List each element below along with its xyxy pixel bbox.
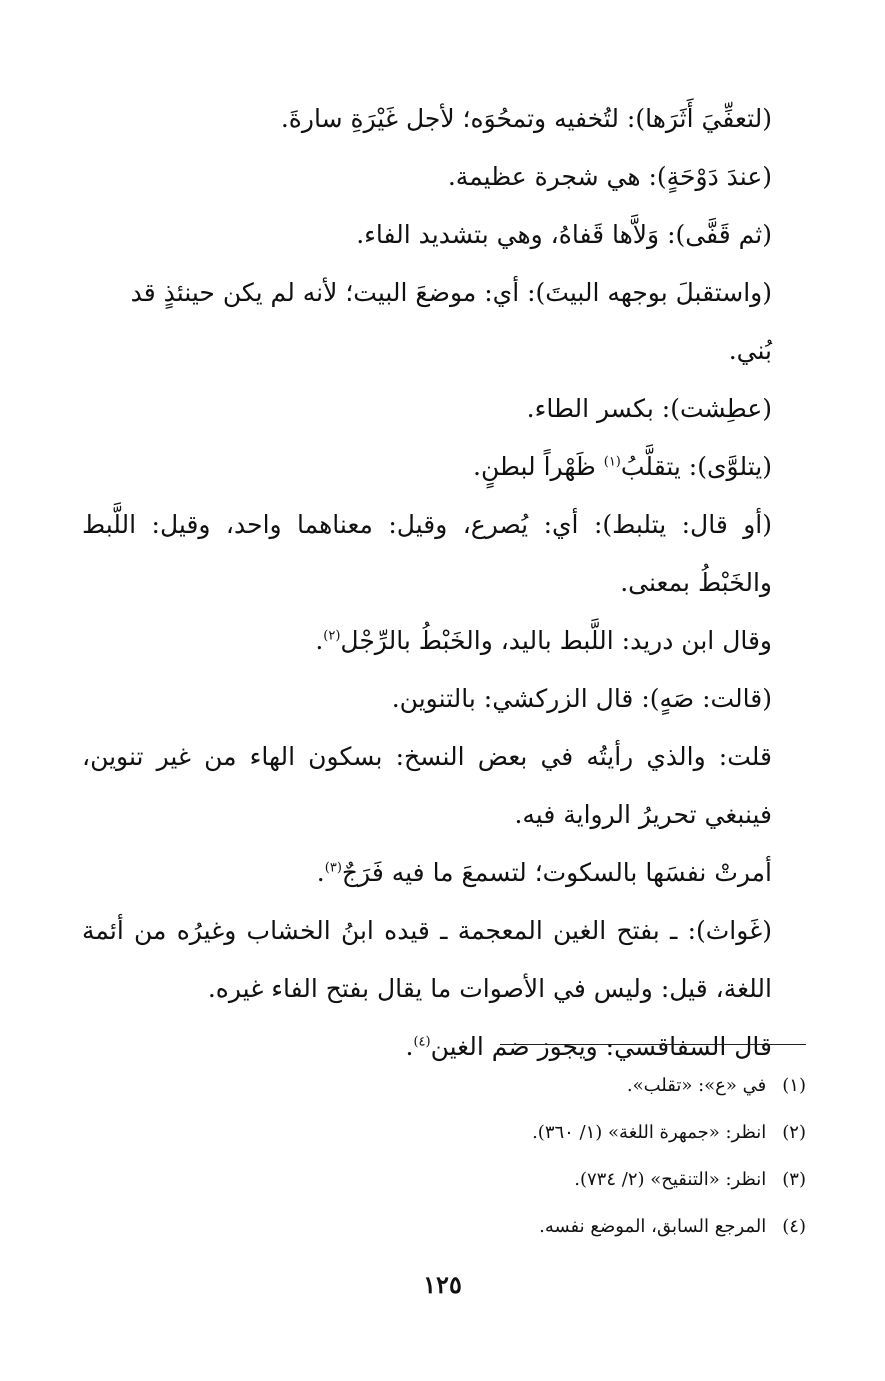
- footnotes: [82, 1062, 806, 1250]
- paragraph-text: (يتلوَّى): يتقلَّبُ: [620, 452, 772, 481]
- paragraph-text: وقال ابن دريد: اللَّبط باليد، والخَبْطُ بالرِّجْل: [340, 626, 772, 655]
- footnote-text: المرجع السابق، الموضع نفسه.: [539, 1216, 767, 1237]
- footnote-number: (٣): [782, 1169, 806, 1190]
- paragraph: (غَواث): ـ بفتح الغين المعجمة ـ قيده ابنُ الخشاب وغيرُه من أئمة اللغة، قيل: وليس في الأصوات ما يقال بفتح الفاء غيره.: [82, 916, 772, 1003]
- paragraph-text: .: [315, 626, 324, 655]
- footnote-number: (٢): [782, 1122, 806, 1143]
- footnote-reference[interactable]: (٣): [324, 860, 342, 876]
- footnote-reference[interactable]: (٢): [323, 628, 341, 644]
- footnote: [82, 1109, 806, 1156]
- paragraph-text: قال السفاقسي: ويجوز ضم الغين: [430, 1032, 772, 1061]
- paragraph: [82, 844, 806, 902]
- paragraph: (عطِشت): بكسر الطاء.: [526, 394, 772, 423]
- main-text: [82, 90, 806, 1076]
- paragraph: (ثم قَفَّى): وَلاَّها قَفاهُ، وهي بتشديد الفاء.: [356, 220, 772, 249]
- footnote-reference[interactable]: (١): [603, 454, 621, 470]
- paragraph: [82, 438, 806, 496]
- paragraph-text: ظَهْراً لبطنٍ.: [473, 452, 596, 481]
- paragraph: قلت: والذي رأيتُه في بعض النسخ: بسكون الهاء من غير تنوين، فينبغي تحريرُ الرواية فيه.: [82, 742, 772, 829]
- footnote-text: انظر: «جمهرة اللغة» (١/ ٣٦٠).: [532, 1122, 767, 1143]
- footnote-number: (١): [782, 1075, 806, 1096]
- paragraph: (قالت: صَهٍ): قال الزركشي: بالتنوين.: [391, 684, 772, 713]
- footnote-reference[interactable]: (٤): [413, 1034, 431, 1050]
- paragraph: (لتعفِّيَ أَثَرَها): لتُخفيه وتمحُوَه؛ لأجل غَيْرَةِ سارةَ.: [280, 104, 772, 133]
- paragraph-text: .: [405, 1032, 414, 1061]
- footnote: [82, 1156, 806, 1203]
- footnote-text: في «ع»: «تقلب».: [626, 1075, 767, 1096]
- footnote-number: (٤): [782, 1216, 806, 1237]
- paragraph: [82, 612, 806, 670]
- footnote: [82, 1062, 806, 1109]
- paragraph: (أو قال: يتلبط): أي: يُصرع، وقيل: معناهما واحد، وقيل: اللَّبط والخَبْطُ بمعنى.: [82, 510, 772, 597]
- paragraph: (عندَ دَوْحَةٍ): هي شجرة عظيمة.: [447, 162, 772, 191]
- paragraph-text: أمرتْ نفسَها بالسكوت؛ لتسمعَ ما فيه فَرَجٌ: [341, 858, 772, 887]
- paragraph-text: .: [316, 858, 325, 887]
- page-number: ١٢٥: [423, 1270, 462, 1299]
- footnote-divider: [500, 1044, 806, 1045]
- footnote-text: انظر: «التنقيح» (٢/ ٧٣٤).: [574, 1169, 767, 1190]
- paragraph: (واستقبلَ بوجهه البيتَ): أي: موضعَ البيت؛ لأنه لم يكن حينئذٍ قد بُني.: [130, 278, 772, 365]
- footnote: [82, 1203, 806, 1250]
